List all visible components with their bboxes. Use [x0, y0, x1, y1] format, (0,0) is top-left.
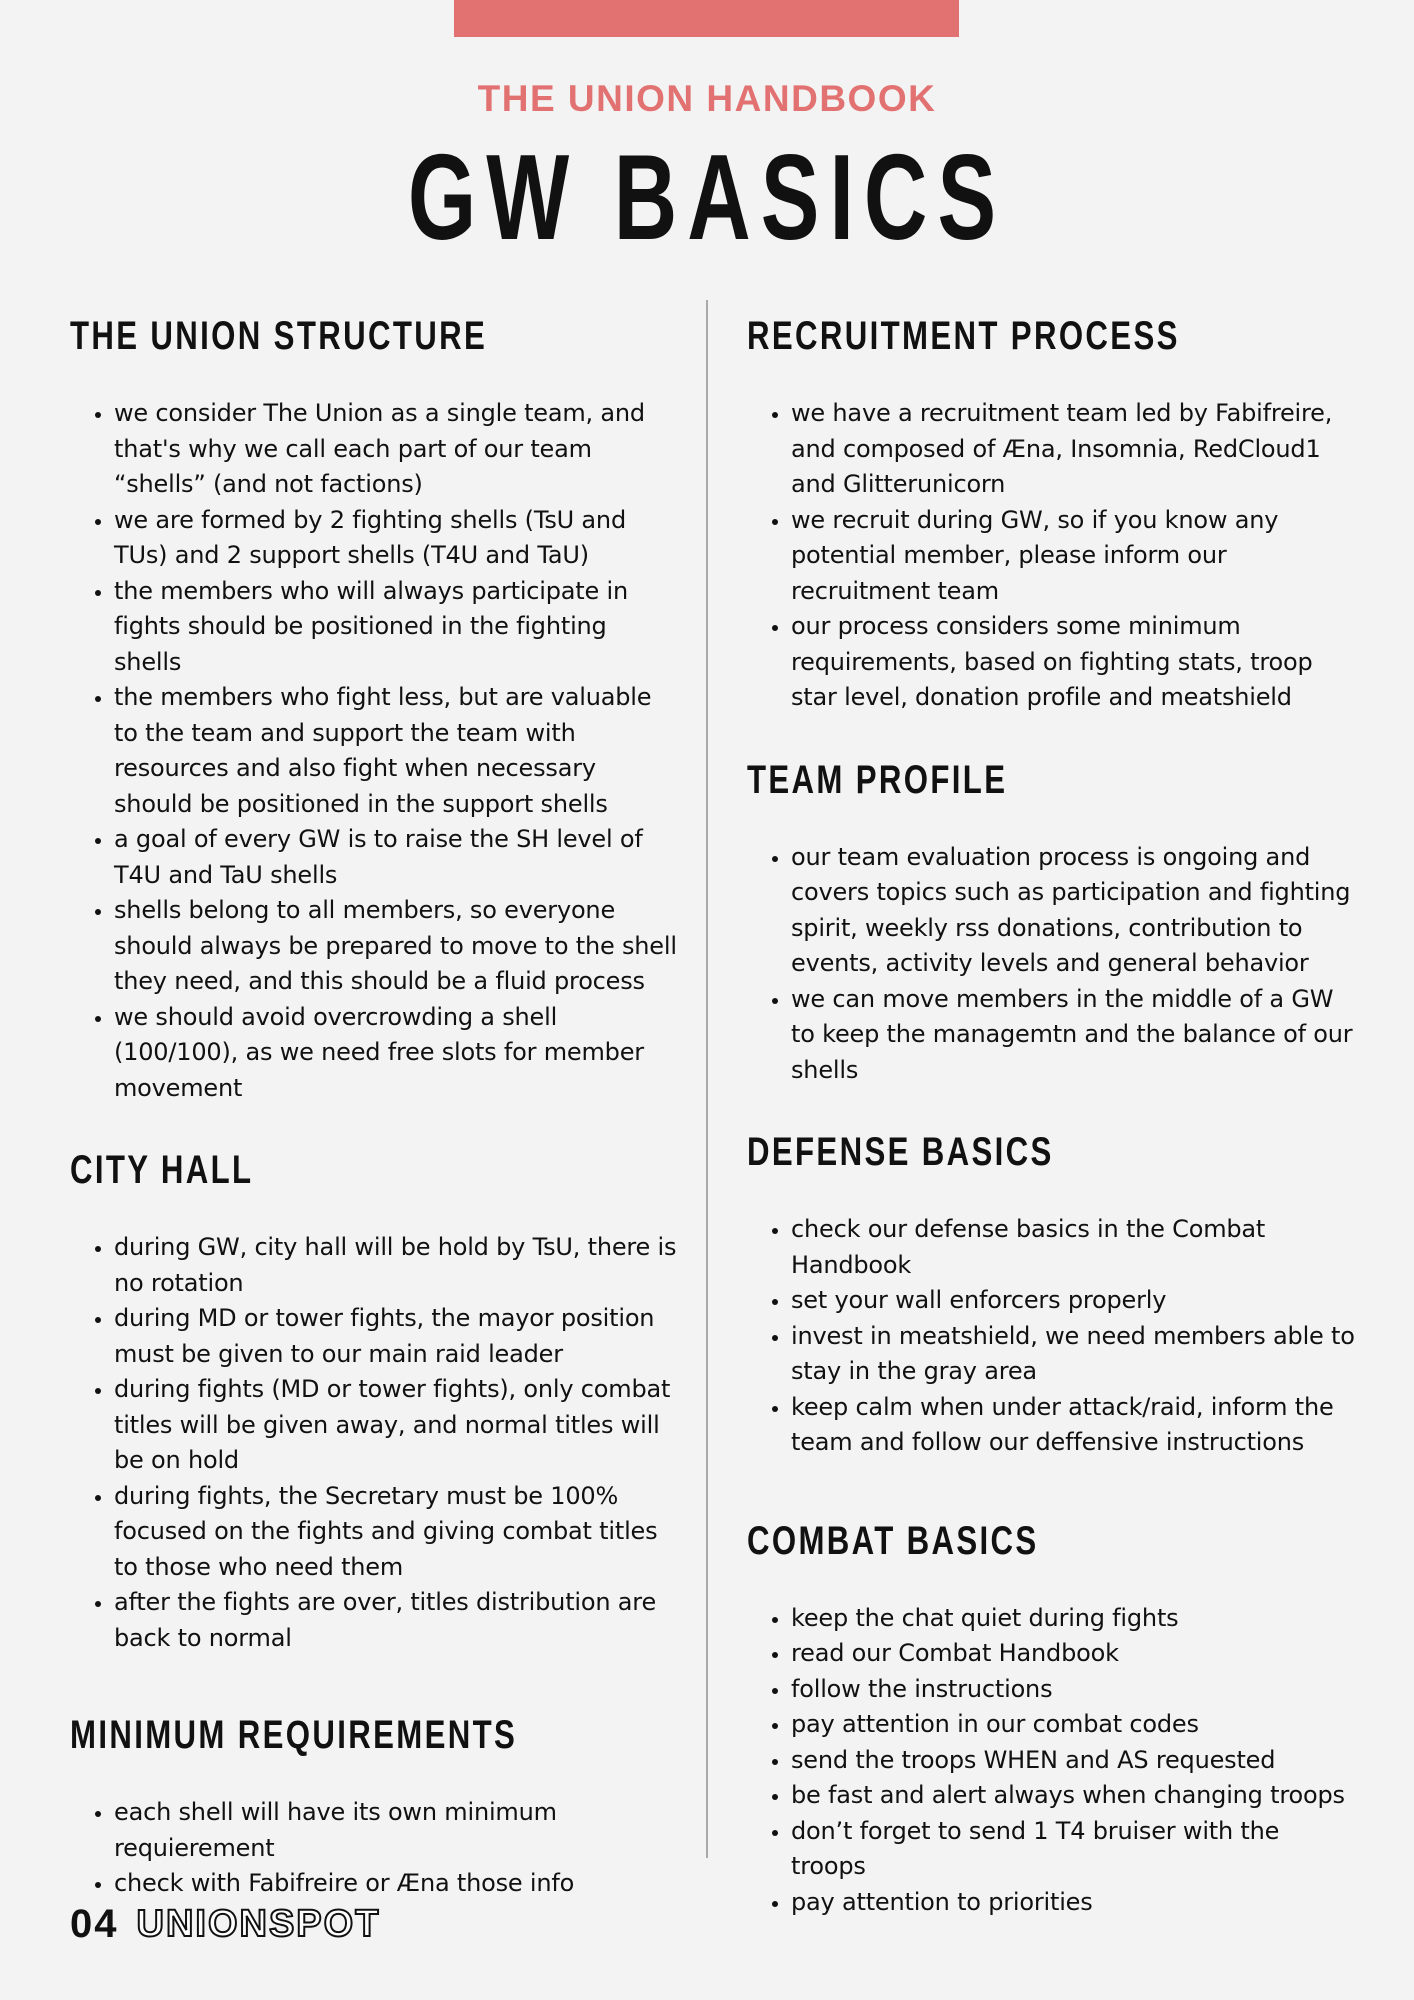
- list-item: • shells belong to all members, so everyone should always be prepared to move to the shell they need, and this should be a fluid process: [114, 893, 680, 1000]
- section-minimum-requirements: [70, 1707, 680, 1902]
- list-item: • we consider The Union as a single team, and that's why we call each part of our team “shells” (and not factions): [114, 396, 680, 503]
- section-heading: COMBAT BASICS: [747, 1518, 1039, 1563]
- left-column: [70, 308, 680, 1902]
- list-item: • set your wall enforcers properly: [791, 1283, 1357, 1319]
- bullet-list: [747, 1601, 1357, 1921]
- list-item: • we are formed by 2 fighting shells (TsU and TUs) and 2 support shells (T4U and TaU): [114, 503, 680, 574]
- bullet-list: [747, 1212, 1357, 1461]
- list-item: • be fast and alert always when changing troops: [791, 1778, 1357, 1814]
- section-recruitment-process: [747, 308, 1357, 716]
- brand-wordmark: UNIONSPOT: [136, 1903, 381, 1945]
- bullet-list: [70, 1230, 680, 1656]
- list-item: • we recruit during GW, so if you know any potential member, please inform our recruitment team: [791, 503, 1357, 610]
- bullet-list: [747, 840, 1357, 1089]
- list-item: • we should avoid overcrowding a shell (100/100), as we need free slots for member movement: [114, 1000, 680, 1107]
- right-column: [747, 308, 1357, 1920]
- list-item: • a goal of every GW is to raise the SH level of T4U and TaU shells: [114, 822, 680, 893]
- section-heading: THE UNION STRUCTURE: [70, 314, 488, 358]
- handbook-kicker: THE UNION HANDBOOK: [477, 78, 937, 119]
- page-number: 04: [70, 1902, 119, 1946]
- list-item: • invest in meatshield, we need members able to stay in the gray area: [791, 1319, 1357, 1390]
- section-heading: CITY HALL: [70, 1148, 254, 1192]
- page-title: GW BASICS: [407, 129, 1007, 265]
- list-item: • after the fights are over, titles distribution are back to normal: [114, 1585, 680, 1656]
- list-item: • we have a recruitment team led by Fabifreire, and composed of Æna, Insomnia, RedCloud1 and Glitterunicorn: [791, 396, 1357, 503]
- list-item: • we can move members in the middle of a GW to keep the managemtn and the balance of our shells: [791, 982, 1357, 1089]
- list-item: • each shell will have its own minimum requierement: [114, 1795, 680, 1866]
- list-item: • check our defense basics in the Combat Handbook: [791, 1212, 1357, 1283]
- list-item: • during MD or tower fights, the mayor position must be given to our main raid leader: [114, 1301, 680, 1372]
- list-item: • the members who fight less, but are valuable to the team and support the team with resources and also fight when necessary should be positioned in the support shells: [114, 680, 680, 822]
- section-city-hall: [70, 1142, 680, 1656]
- list-item: • our team evaluation process is ongoing and covers topics such as participation and fighting spirit, weekly rss donations, contribution to events, activity levels and general behavior: [791, 840, 1357, 982]
- section-heading: DEFENSE BASICS: [747, 1130, 1054, 1174]
- section-heading: TEAM PROFILE: [747, 757, 1008, 802]
- list-item: • the members who will always participate in fights should be positioned in the fighting shells: [114, 574, 680, 681]
- bullet-list: [70, 1795, 680, 1902]
- section-union-structure: [70, 308, 680, 1106]
- list-item: • during GW, city hall will be hold by TsU, there is no rotation: [114, 1230, 680, 1301]
- list-item: • pay attention to priorities: [791, 1885, 1357, 1921]
- top-accent-bar: [454, 0, 959, 37]
- list-item: • our process considers some minimum requirements, based on fighting stats, troop star level, donation profile and meatshield: [791, 609, 1357, 716]
- column-divider: [706, 300, 708, 1858]
- list-item: • during fights, the Secretary must be 100% focused on the fights and giving combat titles to those who need them: [114, 1479, 680, 1586]
- list-item: • check with Fabifreire or Æna those info: [114, 1866, 680, 1902]
- bullet-list: [747, 396, 1357, 716]
- section-heading: MINIMUM REQUIREMENTS: [70, 1713, 518, 1757]
- list-item: • follow the instructions: [791, 1672, 1357, 1708]
- section-combat-basics: [747, 1513, 1357, 1921]
- list-item: • keep the chat quiet during fights: [791, 1601, 1357, 1637]
- list-item: • send the troops WHEN and AS requested: [791, 1743, 1357, 1779]
- section-defense-basics: [747, 1124, 1357, 1461]
- page-footer: [70, 1902, 380, 1947]
- list-item: • don’t forget to send 1 T4 bruiser with the troops: [791, 1814, 1357, 1885]
- list-item: • pay attention in our combat codes: [791, 1707, 1357, 1743]
- list-item: • keep calm when under attack/raid, inform the team and follow our deffensive instructions: [791, 1390, 1357, 1461]
- section-heading: RECRUITMENT PROCESS: [747, 314, 1180, 358]
- list-item: • read our Combat Handbook: [791, 1636, 1357, 1672]
- section-team-profile: [747, 752, 1357, 1089]
- list-item: • during fights (MD or tower fights), only combat titles will be given away, and normal titles will be on hold: [114, 1372, 680, 1479]
- bullet-list: [70, 396, 680, 1106]
